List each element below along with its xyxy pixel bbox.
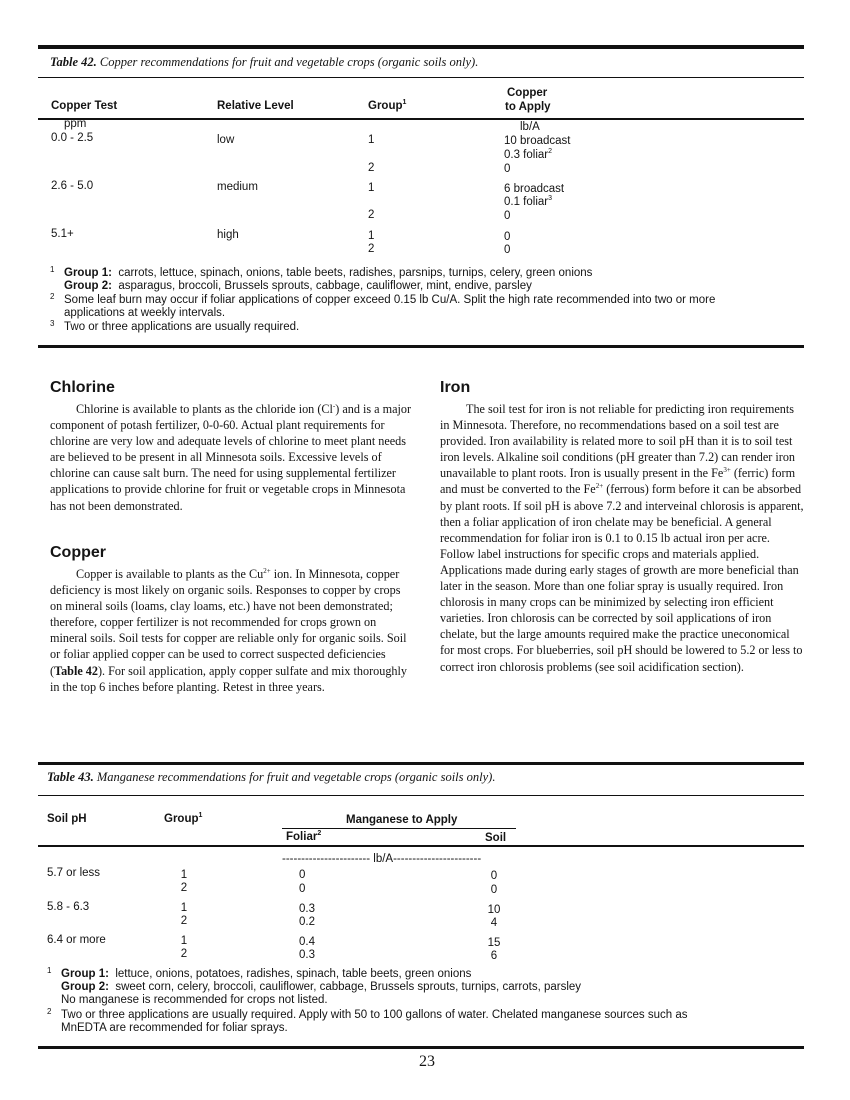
t42-row-6-group: 2 <box>368 209 375 221</box>
t42-footnote-1-marker: 1 <box>50 265 55 274</box>
t42-footnote-2-marker: 2 <box>50 292 55 301</box>
page-number: 23 <box>419 1053 435 1070</box>
t42-row-1-level: low <box>217 134 235 146</box>
t42-footnote-2-line-2: applications at weekly intervals. <box>64 307 226 319</box>
t42-caption-text: Copper recommendations for fruit and vegetable crops (organic soils only). <box>99 55 479 69</box>
t43-footnote-2-line-1: Two or three applications are usually required. Apply with 50 to 100 gallons of water. Chelated manganese sources such as <box>61 1009 688 1021</box>
t43-row-5-ph: 6.4 or more <box>47 934 106 946</box>
t42-footnote-3-marker: 3 <box>50 319 55 328</box>
t42-header-copper-to-apply: Copper to Apply <box>505 87 551 113</box>
t42-row-7-level: high <box>217 229 239 241</box>
t42-header-copper-test: Copper Test <box>51 100 118 112</box>
t43-footnote-2-line-2: MnEDTA are recommended for foliar sprays. <box>61 1022 288 1034</box>
t42-row-8-group: 2 <box>368 243 375 255</box>
iron-heading: Iron <box>440 379 471 396</box>
copper-heading: Copper <box>50 544 106 561</box>
t43-row-6-soil: 6 <box>490 950 498 962</box>
copper-paragraph: Copper is available to plants as the $Cu^{2+}$ ion. In Minnesota, copper deficiency is most likely on organic soils. Responses to copper by crops on mineral soils (loams, clay loams, etc.) have not been demonstrated; therefore, copper fertilizer is not recommended for crops grown on mineral soils. Soil tests for copper are reliable only for organic soils. Soil or foliar applied copper can be used to correct suspected deficiencies (Table 42). For soil application, apply copper sulfate and mix thoroughly in the top 6 inches before planting. Retest in three years. <box>50 566 408 694</box>
t42-unit-ppm: ppm <box>64 118 87 130</box>
t43-row-3-ph: 5.8 - 6.3 <box>47 901 90 913</box>
t43-row-3-foliar: 0.3 <box>299 903 315 915</box>
t43-row-5-foliar: 0.4 <box>299 936 315 948</box>
t42-row-1-apply: 10 broadcast <box>504 135 571 147</box>
t42-row-3-apply: 0 <box>504 163 511 175</box>
t42-caption-rule <box>38 77 804 78</box>
t43-caption-text: Manganese recommendations for fruit and vegetable crops (organic soils only). <box>96 770 496 784</box>
t42-unit-lba: lb/A <box>520 121 540 133</box>
t43-row-1-ph: 5.7 or less <box>47 867 101 879</box>
t42-row-7-group: 1 <box>368 230 375 242</box>
chlorine-paragraph: Chlorine is available to plants as the chloride ion (Cl-) and is a major component of potash fertilizer, 0-0-60. Actual plant requirements for chlorine are very low and adequate levels of chlorine to meet plant needs are believed to be present in all Minnesota soils. Excessive levels of chlorine can cause salt burn. The need for using supplemental fertilizer applications to provide chlorine for fruit or vegetable crops in Minnesota has not been demonstrated. <box>50 401 412 513</box>
t43-header-rule <box>38 845 804 847</box>
t43-row-5-group: 1 <box>180 935 188 947</box>
t42-header-rule <box>38 118 804 120</box>
t43-bottom-rule <box>38 1046 804 1049</box>
t43-footnote-group-2: Group 2: sweet corn, celery, broccoli, cauliflower, cabbage, Brussels sprouts, turnips, carrots, parsley <box>61 981 582 993</box>
t42-row-7-test: 5.1+ <box>51 228 74 240</box>
t43-footnote-no-manganese: No manganese is recommended for crops not listed. <box>61 994 328 1006</box>
t43-row-2-foliar: 0 <box>299 883 306 895</box>
t42-row-8-apply: 0 <box>504 244 511 256</box>
t42-row-4-group: 1 <box>368 182 375 194</box>
t43-header-foliar: Foliar$^2$ <box>286 830 322 843</box>
t43-header-group: Group$^1$ <box>164 812 203 825</box>
t43-unit-line: ----------------------- lb/A----------------------- <box>282 853 482 865</box>
t42-row-1-test: 0.0 - 2.5 <box>51 132 94 144</box>
t42-row-5-apply: 0.1 foliar$^3$ <box>504 195 553 208</box>
t43-row-3-soil: 10 <box>487 904 501 916</box>
t43-row-4-soil: 4 <box>490 917 498 929</box>
t43-caption <box>47 770 495 785</box>
t43-row-1-soil: 0 <box>490 870 498 882</box>
t42-header-relative-level: Relative Level <box>217 100 294 112</box>
t43-row-1-foliar: 0 <box>299 869 306 881</box>
t43-footnote-2-marker: 2 <box>47 1007 52 1016</box>
t43-header-soil-ph: Soil pH <box>47 813 87 825</box>
t42-footnote-3-text: Two or three applications are usually required. <box>64 321 300 333</box>
t43-row-3-group: 1 <box>180 902 188 914</box>
t42-row-3-group: 2 <box>368 162 375 174</box>
t43-footnote-1-marker: 1 <box>47 966 52 975</box>
t42-row-4-apply: 6 broadcast <box>504 183 565 195</box>
t42-row-7-apply: 0 <box>504 231 511 243</box>
t43-row-6-foliar: 0.3 <box>299 949 315 961</box>
t42-footnote-group-1: Group 1: carrots, lettuce, spinach, onions, table beets, radishes, parsnips, turnips, celery, green onions <box>64 267 593 279</box>
t42-row-1-group: 1 <box>368 134 375 146</box>
t43-row-1-group: 1 <box>180 869 188 881</box>
t42-row-2-apply: 0.3 foliar$^2$ <box>504 148 553 161</box>
t43-footnote-group-1: Group 1: lettuce, onions, potatoes, radishes, spinach, table beets, green onions <box>61 968 472 980</box>
t43-top-rule <box>38 762 804 765</box>
t43-caption-rule <box>38 795 804 796</box>
t43-header-soil: Soil <box>485 832 507 844</box>
iron-paragraph: The soil test for iron is not reliable for predicting iron requirements in Minnesota. Therefore, no recommendations based on a soil test are provided. Iron availability is related more to soil pH than it is to soil test iron levels. Alkaline soil conditions (pH greater than 7.2) can render iron unavailable to plant roots. Iron is usually present in the $Fe^{3+}$ (ferric) form and must be converted to the $Fe^{2+}$ (ferrous) form before it can be absorbed by plant roots. If soil pH is above 7.2 and interveinal chlorosis is apparent, then a foliar application of iron chelate may be beneficial. A general recommendation for foliar iron is 0.1 to 0.15 lb actual iron per acre. Follow label instructions for specific crops and materials applied. Applications made during early stages of growth are more beneficial than later in the season. More than one foliar spray is usually required. Iron chlorosis in many crops can be minimized by selecting iron efficient varieties. Iron chlorosis can be corrected by soil applications of iron chelate, but the large amounts required make the practice uneconomical for most crops. For blueberries, soil pH should be lowered to 5.2 or less to correct iron chlorosis problems (see soil acidification section). <box>440 402 804 674</box>
t42-row-4-test: 2.6 - 5.0 <box>51 180 94 192</box>
t43-row-6-group: 2 <box>180 948 188 960</box>
t43-header-manganese-to-apply: Manganese to Apply <box>346 814 458 826</box>
t43-row-4-group: 2 <box>180 915 188 927</box>
t43-row-4-foliar: 0.2 <box>299 916 315 928</box>
t42-top-rule <box>38 45 804 49</box>
t42-caption-number: Table 42. <box>50 55 97 69</box>
t42-footnote-group-2: Group 2: asparagus, broccoli, Brussels sprouts, cabbage, cauliflower, mint, endive, parsley <box>64 280 532 292</box>
t43-row-2-soil: 0 <box>490 884 498 896</box>
t42-footnote-2-line-1: Some leaf burn may occur if foliar applications of copper exceed 0.15 lb Cu/A. Split the high rate recommended into two or more <box>64 294 716 306</box>
chlorine-heading: Chlorine <box>50 379 115 396</box>
t42-row-6-apply: 0 <box>504 210 511 222</box>
t43-row-5-soil: 15 <box>487 937 501 949</box>
t42-header-group: Group$^1$ <box>368 99 407 112</box>
t43-group-rule <box>282 828 516 829</box>
t42-row-4-level: medium <box>217 181 258 193</box>
t42-bottom-rule <box>38 345 804 348</box>
t43-caption-number: Table 43. <box>47 770 94 784</box>
t42-caption <box>50 55 478 70</box>
t43-row-2-group: 2 <box>180 882 188 894</box>
